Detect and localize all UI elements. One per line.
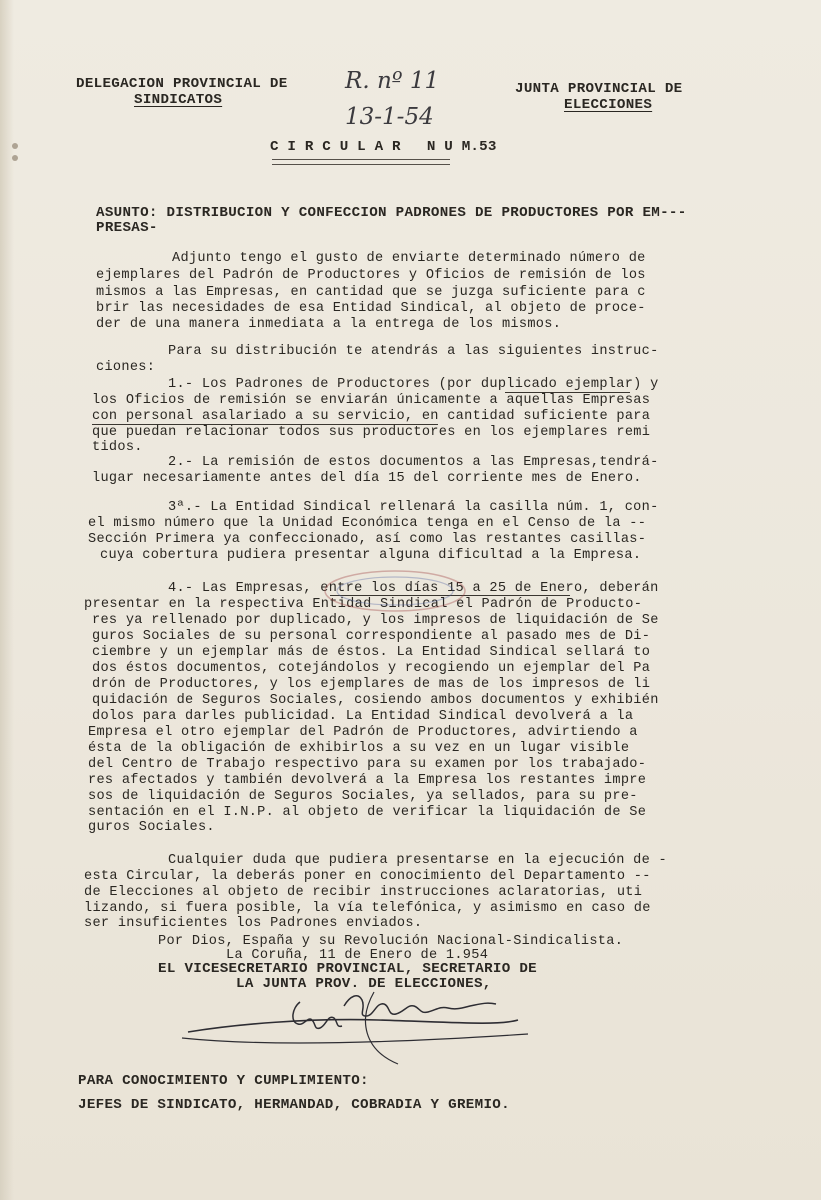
body-line: de Elecciones al objeto de recibir instrucciones aclaratorias, uti	[84, 885, 643, 900]
body-line: ser insuficientes los Padrones enviados.	[84, 916, 423, 931]
body-line: der de una manera inmediata a la entrega de los mismos.	[96, 317, 562, 332]
header-right-line-1: JUNTA PROVINCIAL DE	[515, 81, 683, 97]
body-line: con personal asalariado a su servicio, en cantidad suficiente para	[92, 409, 651, 424]
body-line: 4.- Las Empresas, entre los días 15 a 25 de Enero, deberán	[168, 581, 659, 596]
distribution-line-2: JEFES DE SINDICATO, HERMANDAD, COBRADIA Y GREMIO.	[78, 1097, 510, 1113]
body-line: del Centro de Trabajo respectivo para su examen por los trabajado-	[88, 757, 647, 772]
body-line: tidos.	[92, 440, 143, 455]
body-line: guros Sociales de su personal correspondiente al pasado mes de Di-	[92, 629, 651, 644]
underline-mark	[505, 392, 630, 393]
body-line: ejemplares del Padrón de Productores y Oficios de remisión de los	[96, 268, 646, 283]
body-line: brir las necesidades de esa Entidad Sindical, al objeto de proce-	[96, 301, 646, 316]
body-line: Cualquier duda que pudiera presentarse en la ejecución de -	[168, 853, 667, 868]
handwritten-date: 13-1-54	[345, 104, 434, 130]
body-line: sentación en el I.N.P. al objeto de verificar la liquidación de Se	[88, 805, 647, 820]
body-line: 3ª.- La Entidad Sindical rellenará la casilla núm. 1, con-	[168, 500, 659, 515]
title-double-rule	[272, 159, 450, 165]
underline-mark	[92, 424, 438, 425]
body-line: sos de liquidación de Seguros Sociales, ya sellados, para su pre-	[88, 789, 638, 804]
body-line: dolos para darles publicidad. La Entidad Sindical devolverá a la	[92, 709, 634, 724]
body-line: cuya cobertura pudiera presentar alguna dificultad a la Empresa.	[100, 548, 642, 563]
body-line: guros Sociales.	[88, 820, 215, 835]
body-line: presentar en la respectiva Entidad Sindical el Padrón de Producto-	[84, 597, 643, 612]
header-left-line-1: DELEGACION PROVINCIAL DE	[76, 76, 288, 92]
body-line: Para su distribución te atendrás a las siguientes instruc-	[168, 344, 659, 359]
punch-hole	[12, 155, 18, 161]
circular-title: C I R C U L A R N U M.53	[270, 139, 497, 155]
body-line: res ya rellenado por duplicado, y los impresos de liquidación de Se	[92, 613, 659, 628]
handwritten-reference: R. nº 11	[345, 68, 440, 94]
body-line: mismos a las Empresas, en cantidad que se juzga suficiente para c	[96, 285, 646, 300]
body-line: los Oficios de remisión se enviarán únicamente a aquellas Empresas	[92, 393, 651, 408]
faint-stamp-mark	[320, 566, 470, 616]
body-line: el mismo número que la Unidad Económica tenga en el Censo de la --	[88, 516, 647, 531]
body-line: esta Circular, la deberás poner en conocimiento del Departamento --	[84, 869, 651, 884]
closing-salutation: Por Dios, España y su Revolución Nacional-Sindicalista.	[158, 934, 624, 949]
body-line: ciembre y un ejemplar más de éstos. La Entidad Sindical sellará to	[92, 645, 651, 660]
body-line: quidación de Seguros Sociales, cosiendo ambos documentos y exhibién	[92, 693, 659, 708]
body-line: dos éstos documentos, cotejándolos y recogiendo un ejemplar del Pa	[92, 661, 651, 676]
body-line: lizando, si fuera posible, la vía telefónica, y asimismo en caso de	[84, 901, 651, 916]
body-line: Sección Primera ya confeccionado, así como las restantes casillas-	[88, 532, 647, 547]
closing-place-date: La Coruña, 11 de Enero de 1.954	[226, 948, 489, 963]
body-line: 2.- La remisión de estos documentos a las Empresas,tendrá-	[168, 455, 659, 470]
distribution-line-1: PARA CONOCIMIENTO Y CUMPLIMIENTO:	[78, 1073, 369, 1089]
body-line: ésta de la obligación de exhibirlos a su vez en un lugar visible	[88, 741, 630, 756]
body-line: lugar necesariamente antes del día 15 del corriente mes de Enero.	[92, 471, 642, 486]
body-line: que puedan relacionar todos sus productores en los ejemplares remi	[92, 425, 651, 440]
body-line: 1.- Los Padrones de Productores (por duplicado ejemplar) y	[168, 377, 659, 392]
body-line: Adjunto tengo el gusto de enviarte determinado número de	[172, 251, 646, 266]
body-line: Empresa el otro ejemplar del Padrón de Productores, advirtiendo a	[88, 725, 638, 740]
subject-line-1: ASUNTO: DISTRIBUCION Y CONFECCION PADRONES DE PRODUCTORES POR EM---	[96, 205, 687, 221]
body-line: drón de Productores, y los ejemplares de mas de los impresos de li	[92, 677, 651, 692]
header-right-line-2: ELECCIONES	[564, 97, 653, 113]
handwritten-signature	[178, 980, 538, 1070]
subject-line-2: PRESAS-	[96, 220, 158, 236]
closing-signatory-line-2: LA JUNTA PROV. DE ELECCIONES,	[236, 976, 492, 992]
punch-hole	[12, 143, 18, 149]
body-line: res afectados y también devolverá a la Empresa los restantes impre	[88, 773, 647, 788]
body-line: ciones:	[96, 360, 156, 375]
header-left-line-2: SINDICATOS	[134, 92, 223, 108]
closing-signatory-line-1: EL VICESECRETARIO PROVINCIAL, SECRETARIO DE	[158, 961, 537, 977]
